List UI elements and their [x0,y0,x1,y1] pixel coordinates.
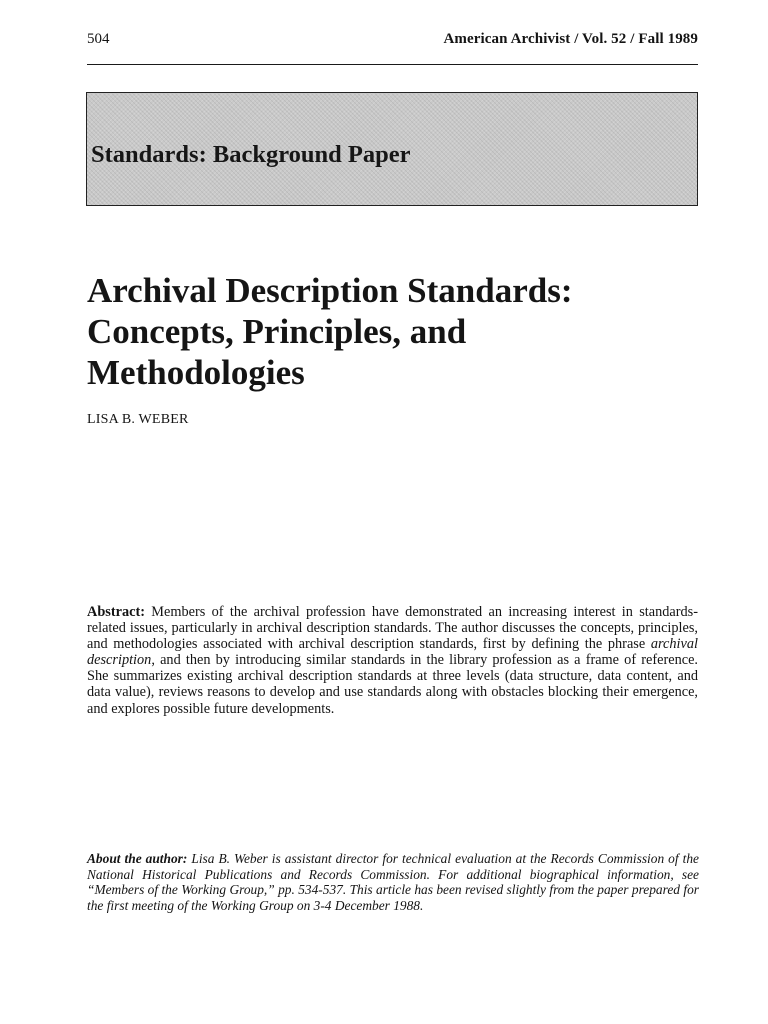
about-author-label: About the author: [87,851,188,866]
article-title-line: Concepts, Principles, and [87,312,467,351]
journal-citation: American Archivist / Vol. 52 / Fall 1989 [443,31,698,47]
section-label: Standards: Background Paper [91,141,411,168]
abstract-text-continued: , and then by introducing similar standards in the library profession as a frame of reference. She summarizes existing archival description standards at three levels (data structure, data content, and data value), reviews reasons to develop and use standards along with obstacles blocking their emergence, and explores possible future developments. [87,652,698,717]
abstract-italic-term: archival description [87,636,698,669]
article-title [87,270,727,393]
about-author-note [87,851,699,913]
author-byline: LISA B. WEBER [87,412,189,427]
running-head [87,27,698,51]
section-banner [86,92,698,206]
abstract-text: Members of the archival profession have demonstrated an increasing interest in standards-related issues, particularly in archival description standards. The author discusses the concepts, principles, and methodologies associated with archival description standards, first by defining the phrase [87,604,698,653]
article-title-line: Methodologies [87,353,305,392]
page-number: 504 [87,31,110,47]
abstract-label: Abstract: [87,604,145,620]
about-author-text: Lisa B. Weber is assistant director for technical evaluation at the Records Commission of the National Historical Publications and Records Commission. For additional biographical information, see “Members of the Working Group,” pp. 534-537. This article has been revised slightly from the paper prepared for the first meeting of the Working Group on 3-4 December 1988. [87,851,699,913]
abstract-paragraph [87,604,698,717]
article-title-line: Archival Description Standards: [87,271,573,310]
header-rule [87,64,698,65]
